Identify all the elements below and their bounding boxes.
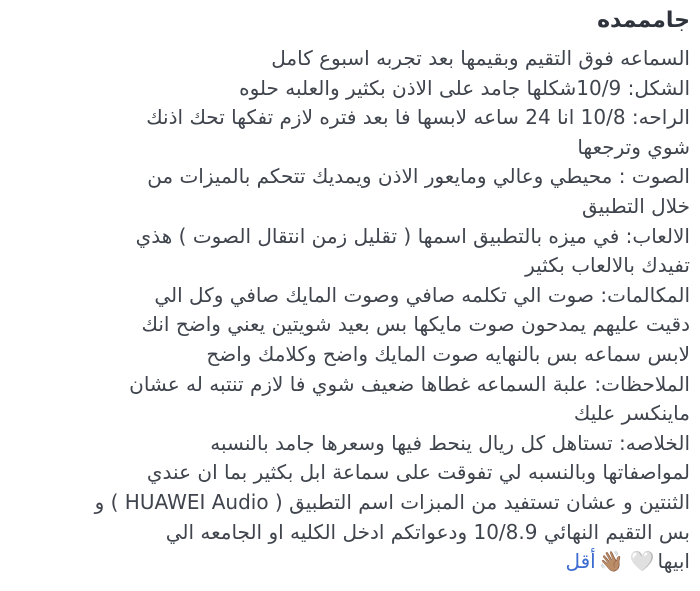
review-line: شوي وترجعها [577,134,690,159]
review-line: الصوت : محيطي وعالي ومايعور الاذن ويمديك تتحكم بالميزات من [147,164,690,189]
review-last-line-text: ابيها [657,549,690,574]
review-last-line [10,547,690,577]
review-body [10,44,690,577]
white-heart-emoji: 🤍 [629,549,655,574]
review-line: دقيت عليهم يمدحون صوت مايكها بس بعيد شويتين يعني واضح انك [141,312,690,337]
review-line: الملاحظات: علبة السماعه غطاها ضعيف شوي فا لازم تنتبه له عشان [129,371,690,396]
review-line: المكالمات: صوت الي تكلمه صافي وصوت المايك صافي وكل الي [154,282,690,307]
review-line: الالعاب: في ميزه بالتطبيق اسمها ( تقليل زمن انتقال الصوت ) هذي [135,223,690,248]
review-line: لمواصفاتها وبالنسبه لي تفوقت على سماعة ابل بكثير بما ان عندي [146,460,690,485]
review-line: خلال التطبيق [581,193,690,218]
review-title: جامممده [597,8,690,33]
review-line: تفيدك بالالعاب بكثير [525,253,690,278]
review-line: الثنتين و عشان تستفيد من المبزات اسم التطبيق ( HUAWEI Audio ) و [94,489,690,514]
review-line: لابس سماعه بس بالنهايه صوت المايك واضح وكلامك واضح [206,341,690,366]
review-line: الشكل: 10/9شكلها جامد على الاذن بكثير والعلبه حلوه [239,75,690,100]
review-line: السماعه فوق التقيم وبقيمها بعد تجربه اسبوع كامل [271,46,690,70]
review-line: ماينكسر عليك [573,401,690,426]
review-line: بس التقيم النهائي 10/8.9 ودعواتكم ادخل الكليه او الجامعه الي [165,519,690,544]
review-line: الخلاصه: تستاهل كل ريال ينحط فيها وسعرها جامد بالنسبه [210,430,690,455]
review-line: الراحه: 10/8 انا 24 ساعه لابسها فا بعد فتره لازم تفكها تحك اذنك [146,105,690,130]
show-less-link[interactable]: أقل [565,549,596,574]
waving-hand-emoji: 👋🏽 [598,549,624,574]
